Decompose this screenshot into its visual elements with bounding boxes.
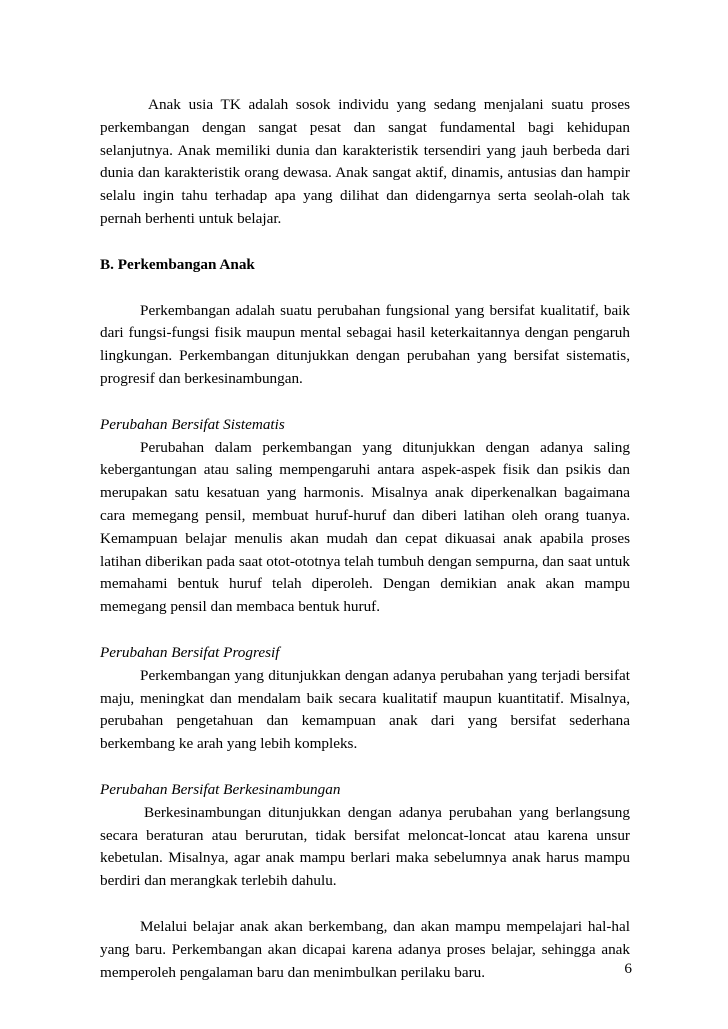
spacer xyxy=(100,756,630,779)
spacer xyxy=(100,231,630,254)
spacer xyxy=(100,619,630,642)
subheading-sistematis: Perubahan Bersifat Sistematis xyxy=(100,415,285,433)
spacer xyxy=(100,893,630,916)
document-page xyxy=(100,94,630,984)
spacer xyxy=(100,277,630,300)
sistematis-paragraph: Perubahan dalam perkembangan yang ditunjukkan dengan adanya saling kebergantungan atau saling mempengaruhi antara aspek-aspek fisik dan psikis dan merupakan satu kesatuan yang harmonis. Misalnya anak diperkenalkan bagaimana cara memegang pensil, membuat huruf-huruf dan diberi latihan oleh orang tuanya. Kemampuan belajar menulis akan mudah dan cepat dikuasai anak apabila proses latihan diberikan pada saat otot-ototnya telah tumbuh dengan sempurna, dan saat untuk memahami bentuk huruf telah diperoleh. Dengan demikian anak akan mampu memegang pensil dan membaca bentuk huruf. xyxy=(100,438,630,616)
closing-paragraph: Melalui belajar anak akan berkembang, dan akan mampu mempelajari hal-hal yang baru. Perkembangan akan dicapai karena adanya proses belajar, sehingga anak memperoleh pengalaman baru dan menimbulkan perilaku baru. xyxy=(100,917,630,981)
definition-paragraph: Perkembangan adalah suatu perubahan fungsional yang bersifat kualitatif, baik dari fungsi-fungsi fisik maupun mental sebagai hasil keterkaitannya dengan pengaruh lingkungan. Perkembangan ditunjukkan dengan perubahan yang bersifat sistematis, progresif dan berkesinambungan. xyxy=(100,301,630,387)
section-heading-perkembangan-anak: B. Perkembangan Anak xyxy=(100,255,255,273)
intro-paragraph: Anak usia TK adalah sosok individu yang sedang menjalani suatu proses perkembangan dengan sangat pesat dan sangat fundamental bagi kehidupan selanjutnya. Anak memiliki dunia dan karakteristik tersendiri yang jauh berbeda dari dunia dan karakteristik orang dewasa. Anak sangat aktif, dinamis, antusias dan hampir selalu ingin tahu terhadap apa yang dilihat dan didengarnya serta seolah-olah tak pernah berhenti untuk belajar. xyxy=(100,96,630,227)
berkesinambungan-paragraph: Berkesinambungan ditunjukkan dengan adanya perubahan yang berlangsung secara beraturan atau berurutan, tidak bersifat meloncat-loncat atau karena unsur kebetulan. Misalnya, agar anak mampu berlari maka sebelumnya anak harus mampu berdiri dan merangkak terlebih dahulu. xyxy=(100,803,630,890)
subheading-berkesinambungan: Perubahan Bersifat Berkesinambungan xyxy=(100,780,341,798)
spacer xyxy=(100,391,630,414)
subheading-progresif: Perubahan Bersifat Progresif xyxy=(100,643,280,661)
page-number: 6 xyxy=(624,960,632,977)
progresif-paragraph: Perkembangan yang ditunjukkan dengan adanya perubahan yang terjadi bersifat maju, meningkat dan mendalam baik secara kualitatif maupun kuantitatif. Misalnya, perubahan pengetahuan dan kemampuan anak dari yang bersifat sederhana berkembang ke arah yang lebih kompleks. xyxy=(100,666,630,753)
